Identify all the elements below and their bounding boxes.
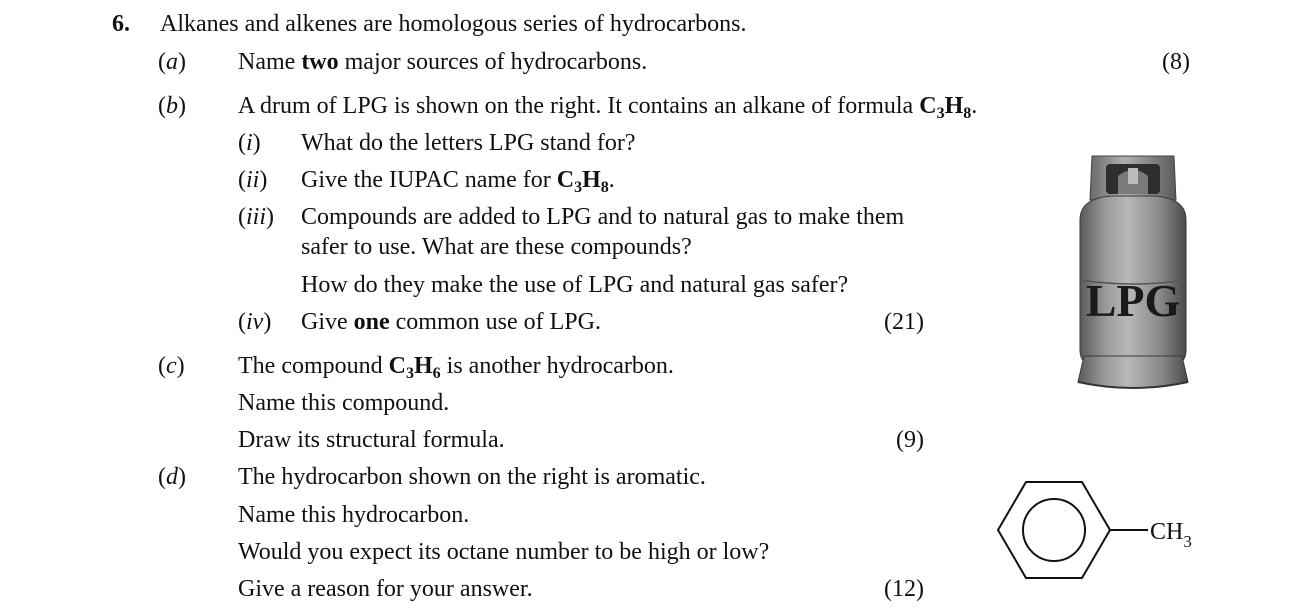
part-b-ii-text: Give the IUPAC name for $C_3H_8$. (301, 167, 615, 196)
part-b-iii-line2: safer to use. What are these compounds? (301, 234, 692, 260)
part-b-iii-line1: Compounds are added to LPG and to natural gas to make them (301, 204, 905, 230)
question-intro: Alkanes and alkenes are homologous series of hydrocarbons. (160, 11, 747, 37)
formula-c3h8: $C_3H_8$ (556, 167, 609, 196)
part-b-text: A drum of LPG is shown on the right. It contains an alkane of formula $C_3H_8$. (238, 93, 978, 122)
part-b-iii-line3: How do they make the use of LPG and natural gas safer? (301, 272, 849, 298)
part-d-label: (d) (158, 464, 186, 490)
part-b-iii-label: (iii) (238, 204, 275, 230)
aromatic-circle (1023, 499, 1085, 561)
part-b-iv-label: (iv) (238, 309, 272, 335)
methyl-group-label: $CH_3$ (1150, 519, 1192, 551)
part-a-text: Name two major sources of hydrocarbons. (238, 49, 648, 75)
lpg-cylinder-image (1072, 150, 1194, 393)
part-c-label: (c) (158, 353, 185, 379)
lpg-cylinder-label: LPG (1085, 275, 1181, 326)
formula-c3h6: $C_3H_6$ (388, 353, 441, 382)
toluene-structure-diagram (992, 478, 1212, 582)
part-d-line2: Name this hydrocarbon. (238, 502, 470, 528)
part-a-marks: (8) (1162, 49, 1190, 75)
part-b-i-label: (i) (238, 130, 261, 156)
part-b-label: (b) (158, 93, 186, 119)
part-b-ii-label: (ii) (238, 167, 268, 193)
part-c-line1: The compound $C_3H_6$ is another hydrocarbon. (238, 353, 674, 382)
part-d-line4: Give a reason for your answer. (238, 576, 533, 602)
benzene-ring (998, 482, 1110, 578)
formula-c3h8: $C_3H_8$ (919, 93, 972, 122)
part-c-line3: Draw its structural formula. (238, 427, 505, 453)
part-b-i-text: What do the letters LPG stand for? (301, 130, 636, 156)
question-number: 6. (112, 11, 130, 37)
part-c-marks: (9) (896, 427, 924, 453)
part-d-marks: (12) (884, 576, 924, 602)
part-b-marks: (21) (884, 309, 924, 335)
part-a-label: (a) (158, 49, 186, 75)
part-b-iv-text: Give one common use of LPG. (301, 309, 601, 335)
part-d-line1: The hydrocarbon shown on the right is aromatic. (238, 464, 706, 490)
part-c-line2: Name this compound. (238, 390, 450, 416)
part-d-line3: Would you expect its octane number to be high or low? (238, 539, 770, 565)
